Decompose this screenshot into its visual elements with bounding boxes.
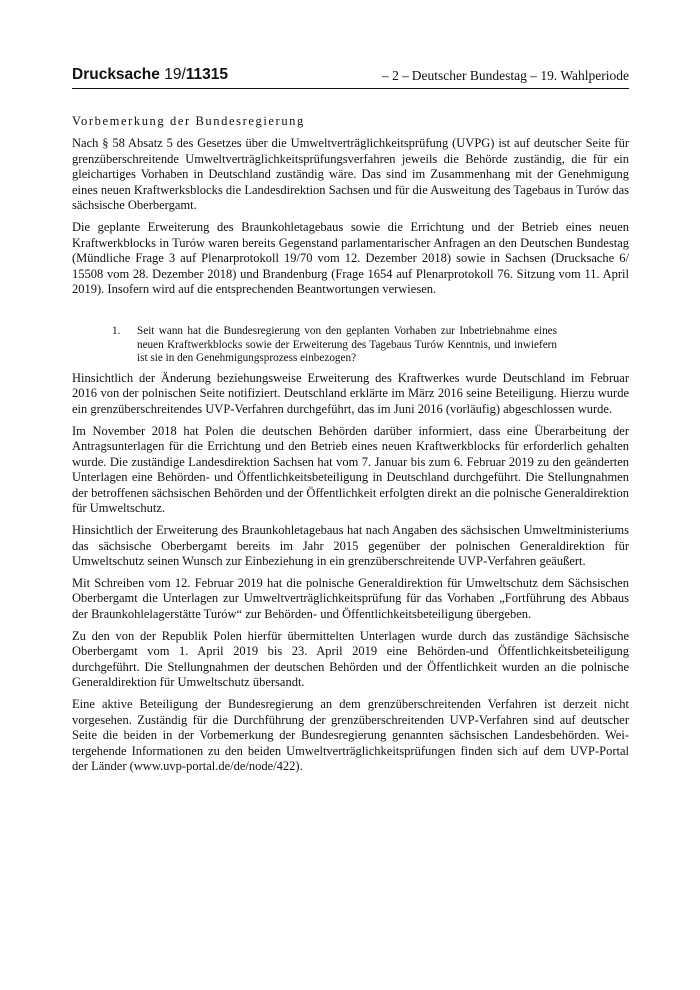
- page-number: – 2 –: [382, 68, 409, 83]
- publisher: Deutscher Bundestag – 19. Wahlperiode: [411, 68, 629, 83]
- doc-number: 11315: [185, 66, 229, 83]
- document-body: [72, 114, 629, 781]
- answer-paragraph: Eine aktive Beteiligung der Bundesregierung an dem grenzüberschreitenden Verfahren ist derzeit nicht vorgesehen. Zuständig für die Durchführung der grenzüberschreitenden UVP-Verfahren sind auf deutscher Seite die beiden in der Vorbemerkung der Bundesregierung genannten sächsischen Landesbehörden. Weitergehende Informationen zu den beiden Umweltverträglichkeitsprüfungen finden sich auf dem UVP-Portal der Länder (www.uvp-portal.de/de/node/422).: [72, 697, 629, 774]
- preliminary-paragraph: Die geplante Erweiterung des Braunkohletagebaus sowie die Errichtung und der Betrieb eines neuen Kraftwerkblocks in Turów waren bereits Gegenstand parlamentarischer Anfragen an den Deutschen Bundestag (Mündliche Frage 3 auf Plenarprotokoll 19/70 vom 12. Dezember 2018) sowie in Sachsen (Drucksache 6/ 15508 vom 28. Dezember 2018) und Brandenburg (Frage 1654 auf Plenarprotokoll 76. Sitzung vom 11. April 2019). Insofern wird auf die entsprechenden Beantwortungen verwiesen.: [72, 219, 629, 297]
- answer-paragraph: Mit Schreiben vom 12. Februar 2019 hat die polnische Generaldirektion für Umweltschutz dem Sächsischen Oberbergamt die Unterlagen zur Umweltverträglichkeitsprüfung für das Vorhaben „Fortführung des Abbaus der Braunkohlelagerstätte Turów“ zur Behörden- und Öffentlichkeitsbeteiligung übergeben.: [72, 575, 629, 622]
- document-id: [72, 66, 228, 84]
- answer-paragraph: Hinsichtlich der Erweiterung des Braunkohletagebaus hat nach Angaben des sächsischen Umweltministeriums das sächsische Oberbergamt bereits im Jahr 2015 gegenüber der polnischen Generaldirektion für Umweltschutz seinen Wunsch zur Einbeziehung in ein grenzüberschreitende UVP-Verfahren geäußert.: [72, 523, 629, 569]
- question-block: [72, 325, 629, 366]
- answer-paragraph: Zu den von der Republik Polen hierfür übermittelten Unterlagen wurde durch das zuständige Sächsische Oberbergamt vom 1. April 2019 bis 23. April 2019 eine Behörden-und Öffentlichkeitsbeteiligung durchgeführt. Die Stellungnahmen der deutschen Behörden und der Öffentlichkeit wurden an die polnische Generaldirektion für Umweltschutz übersandt.: [72, 628, 629, 690]
- doc-label: Drucksache: [72, 66, 160, 83]
- page-header: [72, 66, 629, 89]
- question-number: 1.: [112, 324, 121, 337]
- doc-prefix: 19/: [164, 66, 186, 83]
- answer-paragraph: Im November 2018 hat Polen die deutschen Behörden darüber informiert, dass eine Überarbeitung der Antragsunterlagen für die Errichtung und den Betrieb eines neuen Kraftwerkblocks für erforderlich gehalten wurde. Die zuständige Landesdirektion Sachsen hat vom 7. Januar bis zum 6. Februar 2019 zu den geänderten Unterlagen eine Behörden- und Öffentlichkeitsbeteiligung in Deutschland durchgeführt. Die Stellungnahmen der betroffenen sächsischen Behörden und der Öffentlichkeit erfolgten direkt an die polnische Generaldirektion für Umweltschutz.: [72, 423, 629, 516]
- answer-paragraph: Hinsichtlich der Änderung beziehungsweise Erweiterung des Kraftwerkes wurde Deutschland im Februar 2016 von der polnischen Seite notifiziert. Deutschland erklärte im März 2016 seine Beteiligung. Hierzu wurde ein grenzüberschreitendes UVP-Verfahren durchgeführt, das im Juni 2016 (vorläufig) abgeschlossen wurde.: [72, 370, 629, 416]
- question-text: Seit wann hat die Bundesregierung von den geplanten Vorhaben zur Inbetriebnahme eines neuen Kraftwerkblocks sowie der Erweiterung des Tagebaus Turów Kenntnis, und inwiefern ist sie in den Genehmigungsprozess einbezogen?: [137, 324, 557, 365]
- section-title: Vorbemerkung der Bundesregierung: [72, 114, 305, 128]
- preliminary-paragraph: Nach § 58 Absatz 5 des Gesetzes über die Umweltverträglichkeitsprüfung (UVPG) ist auf deutscher Seite für grenzüberschreitende Umweltverträglichkeitsprüfungsverfahren jeweils die Behörde zuständig, die für ein gleichartiges Vorhaben in Deutschland zuständig wäre. Das sind im Zusammenhang mit der Genehmigung eines neuen Kraftwerksblocks die Landesdirektion Sachsen und für die Ausweitung des Tagebaus in Turów das sächsische Oberbergamt.: [72, 136, 629, 213]
